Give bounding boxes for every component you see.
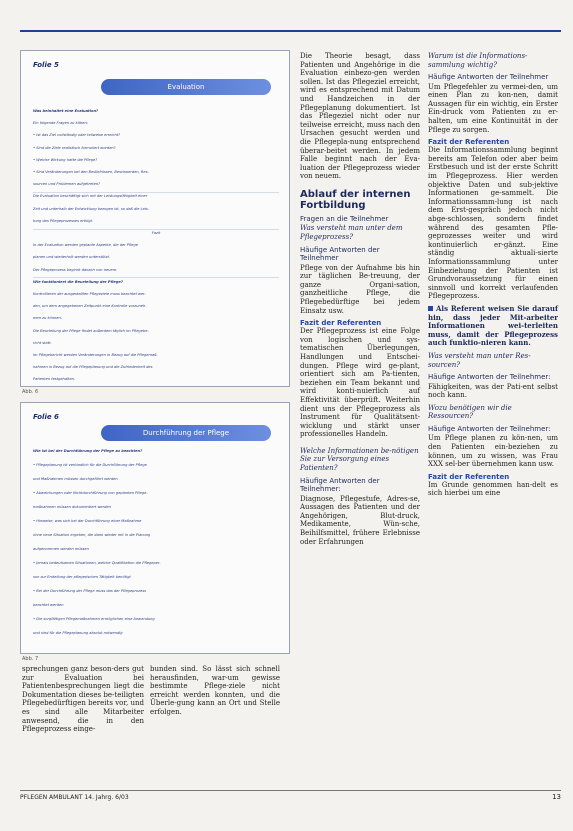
fazit-paragraph: Der Pflegeprozess ist eine Folge von logischen und sys-tematischen Überlegungen, Handlungen und Entschei-dungen. Pflege wird ge-plant, orientiert sich am Pa-tienten, beziehen ein Team bekannt und wird konti-nuierlich auf Effektivität überprüft. Weiterhin dient uns der Pflegeprozess als Instrument für Qualitätsent-wicklung und stärkt unser professionelles Handeln. [300, 327, 420, 439]
fazit-paragraph: Im Grunde genommen han-delt es sich hierbei um eine [428, 480, 558, 498]
subheading: Häufige Antworten der Teilnehmer: [428, 373, 551, 382]
column-2-text [150, 665, 280, 717]
figure-line: • Jemals bedeutsamen Situationen, welche Qualifikation die Pflegeper- [33, 561, 161, 565]
subheading: Fragen an die Teilnehmer [300, 214, 389, 223]
figure-line: • Die sorgfältigen Pflegemaßnahmen ermöglichen eine Anwendung [33, 617, 155, 621]
figure-line: men zu können. [33, 316, 62, 321]
column-4 [428, 52, 558, 502]
fazit-label: Fazit der Referenten [428, 472, 510, 481]
square-bullet-icon [428, 306, 433, 311]
figure-line: Zeit und unterhalb der Entwicklung bezogen ist, so daß die Leis- [33, 206, 149, 211]
fazit-paragraph: Die Informationssammlung beginnt bereits am Telefon oder aber beim Erstbesuch und ist der erste Schritt im Pflegeprozess. Hier werden objektive Daten und sub-jektive Informationen ge-sammelt. Die Informationssamm-lung ist nach dem Erst-gespräch jedoch nicht abge-schlossen, sondern findet während des gesamten Pfle-geprozesses weiter und wird kontinuierlich er-gänzt. Eine ständig aktuali-sierte Informationssammlung unter Einbeziehung der Patienten ist Grundvoraussetzung für einen sinnvoll und korrekt verlaufenden Pflegeprozess. [428, 146, 558, 301]
figure-line: Ein folgende Fragen zu klären: [33, 121, 88, 126]
highlight-paragraph [428, 305, 558, 348]
figure-title-banner: Durchführung der Pflege [101, 425, 271, 441]
subheading: Häufige Antworten der Teilnehmer [428, 73, 549, 82]
figure-line: Patienten festgehalten. [33, 377, 76, 382]
figure-line: Was beinhaltet eine Evaluation? [33, 109, 99, 113]
fazit-label: Fazit der Referenten [428, 138, 510, 147]
figure-divider [33, 229, 279, 230]
figure-line: Im Pflegebericht werden Veränderungen in Bezug auf die Pflegemaß- [33, 353, 158, 357]
subheading: Häufige Antworten der Teilnehmer: [428, 424, 551, 433]
figure-line: Die Evaluation beschäftigt sich mit der Leistungsfähigkeit einer [33, 194, 148, 199]
figure-line: • Ist das Ziel vollständig oder teilweise erreicht? [33, 133, 121, 138]
figure-line: und Maßnahmen müssen durchgeführt werden [33, 477, 118, 481]
figure-slide-label: Folie 6 [33, 413, 59, 421]
column-1-text [22, 665, 144, 734]
figure-line: ohne neue Situation ergeben, die dann wieder mit in die Planung [33, 533, 151, 537]
figure-line: aufgenommen werden müssen [33, 547, 89, 551]
figure-line: • Bei der Durchführung der Pflege muss das der Pflegeprozess [33, 589, 146, 593]
figure-divider [33, 192, 279, 193]
paragraph: bunden sind. So lässt sich schnell herausfinden, war-um gewisse bestimmte Pflege-ziele nicht erreicht werden konnten, und die Überle-gung kann an Ort und Stelle erfolgen. [150, 665, 280, 716]
figure-line: Kontrollieren der ausgestellten Pflegeziele muss beachtet wer- [33, 292, 146, 296]
fazit-label: Fazit der Referenten [300, 319, 382, 328]
answer-paragraph: Um Pflegefehler zu vermei-den, um einen Plan zu kon-nen, damit Aussagen für ein wichtig, ein Erster Ein-druck vom Patienten zu er-halten, um eine Kontinuität in der Pflege zu sorgen. [428, 82, 558, 134]
figure-slide-label: Folie 5 [33, 61, 59, 69]
figure-line: sourcen und Problemen aufgetreten? [33, 182, 101, 187]
question: Welche Informationen be-nötigen Sie zur Versorgung eines Patienten? [300, 446, 419, 473]
answer-paragraph: Pflege von der Aufnahme bis hin zur täglichen Be-treuung, der ganze Organi-sation, ganzheitliche Pflege, die Pflegebedürftige bei jedem Einsatz usw. [300, 263, 420, 315]
subheading: Häufige Antworten der Teilnehmer: [300, 476, 380, 494]
section-heading: Ablauf der internen Fortbildung [300, 188, 411, 211]
figure-line: Wie funktioniert die Beurteilung der Pflege? [33, 279, 123, 284]
figure-title-banner: Evaluation [101, 79, 271, 95]
figure-caption: Abb. 7 [22, 656, 39, 662]
figure-line: nahmen in Bezug auf die Pflegeplanung und die Zufriedenheit des [33, 365, 153, 370]
question: Warum ist die Informations-sammlung wichtig? [428, 52, 528, 69]
figure-line: son zur Erstellung der pflegerischen Tätigkeit benötigt [33, 575, 131, 579]
figure-line: Wie ist bei der Durchführung der Pflege zu beachten? [33, 449, 143, 453]
figure-caption: Abb. 6 [22, 389, 39, 395]
column-3 [300, 52, 420, 550]
figure-line: Fazit [151, 231, 161, 235]
figure-line: • Abweichungen oder Nichtdurchführung von geplanten Pflege- [33, 491, 148, 495]
figure-line: In der Evaluation werden geplante Aspekte, die der Pflege [33, 243, 138, 248]
question: Wozu benötigen wir die Ressourcen? [428, 403, 512, 421]
subheading: Häufige Antworten der Teilnehmer [300, 245, 380, 263]
figure-folie-6 [20, 402, 290, 654]
figure-line: Die Beurteilung der Pflege findet außerdem täglich im Pflegebe- [33, 328, 149, 333]
figure-line: Der Pflegeprozess beginnt danach von neuem. [33, 267, 118, 272]
highlight-text: Als Referent weisen Sie darauf hin, dass jeder Mit-arbeiter Informationen wei-terleiten muss, damit der Pflegeprozess auch funktio-nieren kann. [428, 303, 558, 348]
figure-line: beachtet werden [33, 603, 64, 607]
figure-line: tung des Pflegeprozesses erfolgt. [33, 218, 94, 223]
figure-line: • Sind die Ziele realistisch formuliert worden? [33, 145, 116, 150]
figure-line: planen und wiederholt werden unterstützt. [33, 255, 111, 260]
figure-line: • Hinweise, was sich bei der Durchführung einer Maßnahme [33, 519, 142, 523]
page-number: 13 [552, 793, 561, 801]
figure-line: • Sind Veränderungen bei den Bedürfnissen, Beschwerden, Res- [33, 170, 149, 174]
paragraph: sprechungen ganz beson-ders gut zur Evaluation bei Patientenbesprechungen liegt die Dokumentation dieses be-teiligten Pflegebedürftigen bereits vor, und es sind alle Mitarbeiter anwesend, die in den Pflegeprozess einge- [22, 665, 144, 734]
figure-line: • Pflegeplanung ist verbindlich für die Durchführung der Pflege [33, 463, 147, 467]
figure-folie-5 [20, 50, 290, 387]
figure-divider [33, 277, 279, 278]
answer-paragraph: Um Pflege planen zu kön-nen, um den Patienten ein-beziehen zu können, um zu wissen, was Frau XXX sel-ber übernehmen kann usw. [428, 434, 558, 469]
question: Was versteht man unter dem Pflegeprozess? [300, 224, 403, 241]
figure-line: • Welche Wirkung hatte die Pflege? [33, 157, 98, 162]
answer-paragraph: Fähigkeiten, was der Pati-ent selbst noch kann. [428, 382, 558, 400]
figure-line: und sind für die Pflegeplanung absolut notwendig [33, 631, 123, 635]
figure-line: richt statt. [33, 340, 52, 345]
top-rule [20, 30, 561, 32]
figure-line: maßnahmen müssen dokumentiert werden [33, 505, 111, 509]
figure-line: den, um dem angegebenen Zeitpunkt eine Kontrolle vorzuneh- [33, 304, 147, 309]
answer-paragraph: Diagnose, Pflegestufe, Adres-se, Aussagen des Patienten und der Angehörigen, Blut-druck, Medikamente, Wün-sche, Beihilfsmittel, frühere Erlebnisse oder Erfahrungen [300, 494, 420, 546]
journal-info: PFLEGEN AMBULANT 14. Jahrg. 6/03 [20, 794, 129, 801]
question: Was versteht man unter Res-sourcen? [428, 351, 531, 369]
intro-paragraph: Die Theorie besagt, dass Patienten und Angehörige in die Evaluation einbezo-gen werden sollen. Ist das Pflegeziel erreicht, wird es entsprechend mit Datum und Handzeichen in der Pflegeplanung dokumentiert. Ist das Pflegeziel nicht oder nur teilweise erreicht, muss nach den Ursachen gesucht werden und die Pflegepla-nung entsprechend überar-beitet werden. In jedem Falle beginnt nach der Eva-luation der Pflegeprozess wieder von neuem. [300, 52, 420, 181]
page-footer [20, 790, 561, 805]
